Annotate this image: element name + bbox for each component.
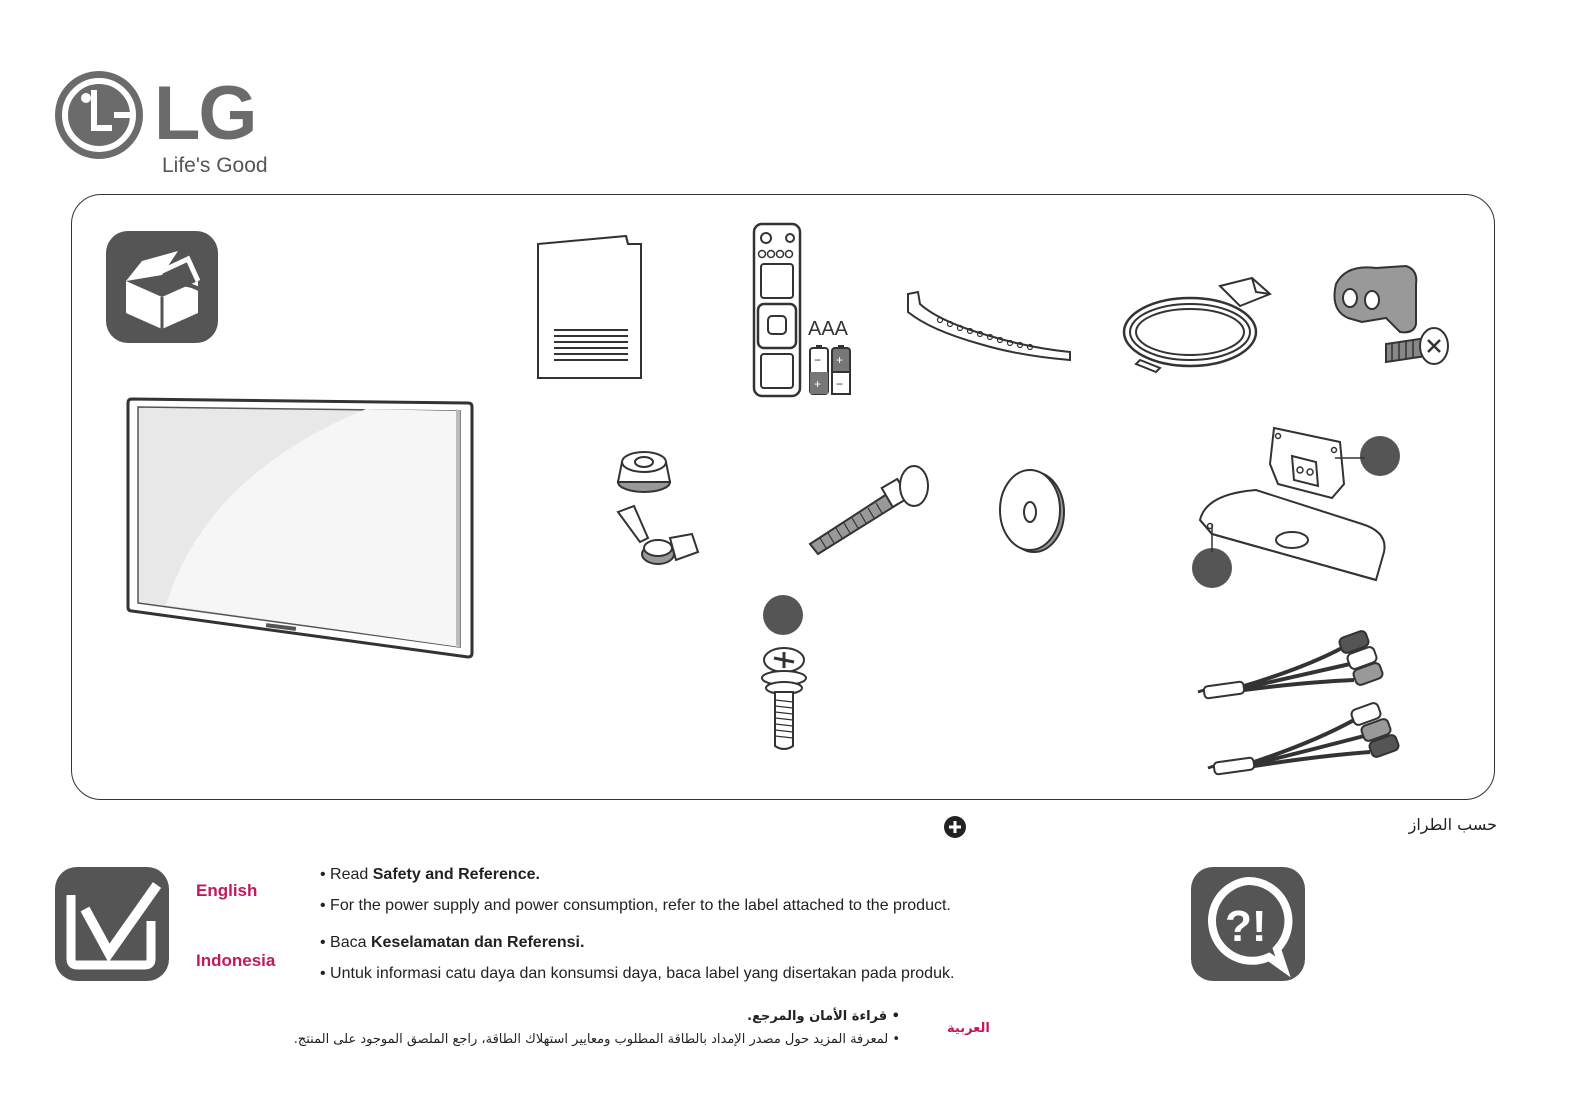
lang-label-english: English <box>196 881 258 900</box>
svg-text:+: + <box>836 353 844 367</box>
svg-text:?!: ?! <box>1225 902 1267 951</box>
english-line-1: • Read Safety and Reference. <box>320 866 540 883</box>
battery-icon <box>808 344 854 396</box>
brand-name: LG <box>154 71 256 156</box>
washer-icon <box>996 468 1068 554</box>
open-box-icon <box>106 231 218 343</box>
lang-label-arabic: العربية <box>947 1021 990 1036</box>
stand-bolt-icon <box>806 464 932 556</box>
cable-holder-and-screw-icon <box>1326 264 1452 370</box>
brand-tagline: Life's Good <box>162 154 268 177</box>
stand-nut-and-wing-nut-icon <box>614 442 704 582</box>
arabic-line-1: • قراءة الأمان والمرجع. <box>747 1009 900 1024</box>
screw-icon <box>758 642 810 754</box>
badge-leader-line <box>1208 524 1216 552</box>
av-cable-icon-2 <box>1204 696 1408 776</box>
model-dependent-note: حسب الطراز <box>1408 815 1497 834</box>
question-exclamation-icon <box>1191 867 1305 981</box>
cable-tie-icon <box>900 290 1075 362</box>
svg-text:−: − <box>814 353 822 367</box>
arabic-line-2: • لمعرفة المزيد حول مصدر الإمداد بالطاقة المطلوب ومعايير استهلاك الطاقة، راجع الملصق الموجود على المنتج. <box>293 1032 900 1047</box>
screw-badge <box>763 595 803 635</box>
stand-screw-badge-top <box>1360 436 1400 476</box>
checklist-icon <box>55 867 169 981</box>
plus-circle-icon <box>943 815 967 839</box>
indonesia-line-1: • Baca Keselamatan dan Referensi. <box>320 934 585 951</box>
english-line-2: • For the power supply and power consumption, refer to the label attached to the product. <box>320 897 951 914</box>
badge-leader-line <box>1335 454 1365 462</box>
svg-text:+: + <box>814 377 822 391</box>
owners-manual-icon <box>536 232 644 382</box>
power-cord-icon <box>1120 272 1280 374</box>
tv-illustration <box>126 395 476 660</box>
svg-text:−: − <box>836 377 844 391</box>
battery-type-label: AAA <box>808 318 849 340</box>
lang-label-indonesia: Indonesia <box>196 951 276 970</box>
stand-screw-badge-bottom <box>1192 548 1232 588</box>
av-cable-icon-1 <box>1194 624 1394 700</box>
remote-control-icon <box>752 222 802 398</box>
indonesia-line-2: • Untuk informasi catu daya dan konsumsi daya, baca label yang disertakan pada produk. <box>320 965 955 982</box>
lg-logo-icon <box>54 70 144 160</box>
